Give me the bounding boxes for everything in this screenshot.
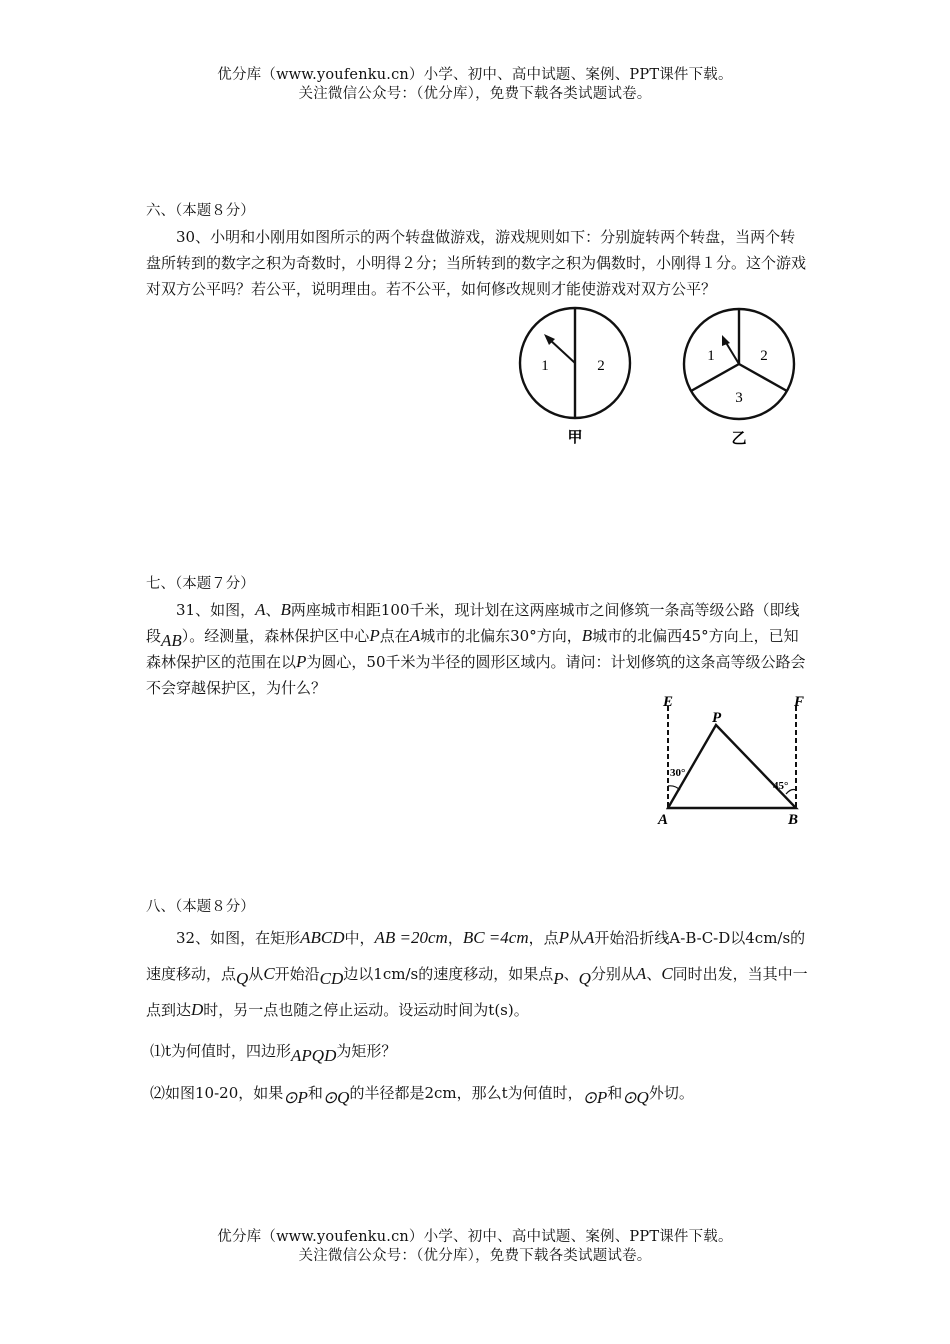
- spinner-yi-number-3: 3: [735, 390, 743, 406]
- q31-text-7: 为圆心，50千米为半径的圆形区域内。请问：计划修筑的这条高等级公路会不会穿越保护区，为什么？: [146, 653, 806, 697]
- question-30-text: 30、小明和小刚用如图所示的两个转盘做游戏，游戏规则如下：分别旋转两个转盘，当两个转盘所转到的数字之积为奇数时，小明得２分；当所转到的数字之积为偶数时，小刚得１分。这个游戏对双方公平吗？若公平，说明理由。若不公平，如何修改规则才能使游戏对双方公平？: [146, 228, 807, 298]
- spinner-jia-number-1: 1: [541, 358, 549, 374]
- q32-text-7: 开始沿: [274, 965, 320, 983]
- q32-text-6: 从: [248, 965, 264, 983]
- q32-part2-text-c: 外切。: [648, 1084, 694, 1102]
- math-P: P: [296, 652, 307, 671]
- math-A: A: [255, 600, 266, 619]
- question-32-part-1: [146, 1038, 810, 1064]
- and-word: 和: [307, 1084, 323, 1102]
- separator: 、: [265, 601, 281, 619]
- math-odot-Q: ⊙Q: [622, 1088, 649, 1107]
- math-A: A: [584, 928, 595, 947]
- label-E: E: [663, 694, 674, 710]
- triangle-figure: [655, 694, 815, 830]
- footer-line-2: 关注微信公众号：（优分库），免费下载各类试题试卷。: [298, 1248, 652, 1264]
- spinner-yi-number-1: 1: [707, 348, 715, 364]
- q32-part1-text-b: 为矩形？: [336, 1042, 397, 1060]
- math-odot-Q: ⊙Q: [322, 1088, 350, 1107]
- spinner-yi-number-2: 2: [760, 348, 768, 364]
- q32-text-3: ，点: [528, 929, 559, 947]
- math-Q: Q: [236, 969, 249, 988]
- section-7-title: 七、（本题７分）: [146, 576, 255, 592]
- q32-text-2: 中，: [344, 929, 375, 947]
- page-header: [0, 66, 950, 104]
- math-P: P: [369, 626, 380, 645]
- label-F: F: [794, 694, 805, 710]
- and-word: 和: [607, 1084, 623, 1102]
- math-CD: CD: [319, 969, 344, 988]
- label-B: B: [788, 812, 799, 828]
- math-B: B: [280, 600, 291, 619]
- q32-text-1: 32、如图，在矩形: [176, 929, 301, 947]
- math-odot-P: ⊙P: [582, 1088, 608, 1107]
- separator: 、: [563, 965, 579, 983]
- header-line-2: 关注微信公众号：（优分库），免费下载各类试题试卷。: [298, 86, 652, 102]
- pointer-arrow: [725, 341, 739, 364]
- math-C: C: [263, 964, 275, 983]
- label-P: P: [712, 710, 722, 726]
- question-32-part-2: [146, 1080, 810, 1106]
- q32-text-9: 分别从: [590, 965, 636, 983]
- question-32-text: [146, 920, 810, 1028]
- q32-part2-text-a: ⑵如图10-20，如果: [150, 1084, 284, 1102]
- q32-text-11: 时，另一点也随之停止运动。设运动时间为t(s)。: [203, 1001, 529, 1019]
- math-ABCD: ABCD: [300, 928, 345, 947]
- label-A: A: [658, 812, 669, 828]
- spinner-jia-label: 甲: [567, 430, 583, 446]
- section-6: [146, 198, 810, 302]
- math-P: P: [558, 928, 570, 947]
- math-AB-eq: AB =20cm: [374, 928, 448, 947]
- math-B: B: [581, 626, 593, 645]
- q32-part2-text-b: 的半径都是2cm，那么t为何值时，: [349, 1084, 583, 1102]
- question-31-text: [146, 597, 810, 701]
- math-A: A: [635, 964, 647, 983]
- math-odot-P: ⊙P: [283, 1088, 308, 1107]
- q31-text-4: 点在: [379, 627, 410, 645]
- q31-text-5: 城市的北偏东30°方向，: [420, 627, 582, 645]
- section-7: [146, 571, 810, 701]
- spinner-figures: [505, 306, 810, 452]
- angle-30-label: 30°: [670, 767, 686, 779]
- q32-text-10: 同时出发，当其中一点到达: [146, 965, 808, 1019]
- spinner-yi: [684, 309, 794, 447]
- q31-text-2: 两座城市相距100千米，现计划在这两座城市之间修筑一条高等级公路（即线段: [146, 601, 800, 645]
- section-8: [146, 894, 810, 1106]
- q32-text-4: 从: [569, 929, 585, 947]
- math-BC-eq: BC =4cm: [462, 928, 529, 947]
- q31-text-3: ）。经测量，森林保护区中心: [181, 627, 370, 645]
- math-APQD: APQD: [291, 1046, 337, 1065]
- q31-text-6: 城市的北偏西45°方向上，已知森林保护区的范围在以: [146, 627, 799, 671]
- header-line-1: 优分库（www.youfenku.cn）小学、初中、高中试题、案例、PPT课件下载。: [217, 67, 733, 83]
- spinner-yi-label: 乙: [731, 431, 747, 447]
- comma: ，: [447, 929, 463, 947]
- section-6-title: 六、（本题８分）: [146, 203, 255, 219]
- angle-45-label: 45°: [773, 780, 789, 792]
- math-D: D: [191, 1000, 204, 1019]
- separator: 、: [646, 965, 662, 983]
- q32-text-5: 开始沿折线A-B-C-D以4cm/s的速度移动，点: [146, 929, 806, 983]
- spinner-jia: [520, 308, 630, 446]
- pointer-arrowhead: [722, 335, 730, 346]
- math-C: C: [661, 964, 673, 983]
- math-A: A: [409, 626, 421, 645]
- footer-line-1: 优分库（www.youfenku.cn）小学、初中、高中试题、案例、PPT课件下载。: [217, 1229, 733, 1245]
- q32-text-8: 边以1cm/s的速度移动，如果点: [343, 965, 554, 983]
- math-Q: Q: [578, 969, 591, 988]
- triangle-APB: [668, 725, 796, 808]
- spinner-jia-number-2: 2: [597, 358, 605, 374]
- pointer-arrow: [549, 339, 575, 363]
- section-8-title: 八、（本题８分）: [146, 899, 255, 915]
- page-footer: [0, 1228, 950, 1266]
- math-AB: AB: [161, 631, 182, 650]
- math-P: P: [553, 969, 564, 988]
- q31-text-1: 31、如图，: [176, 601, 256, 619]
- q32-part1-text-a: ⑴t为何值时，四边形: [150, 1042, 292, 1060]
